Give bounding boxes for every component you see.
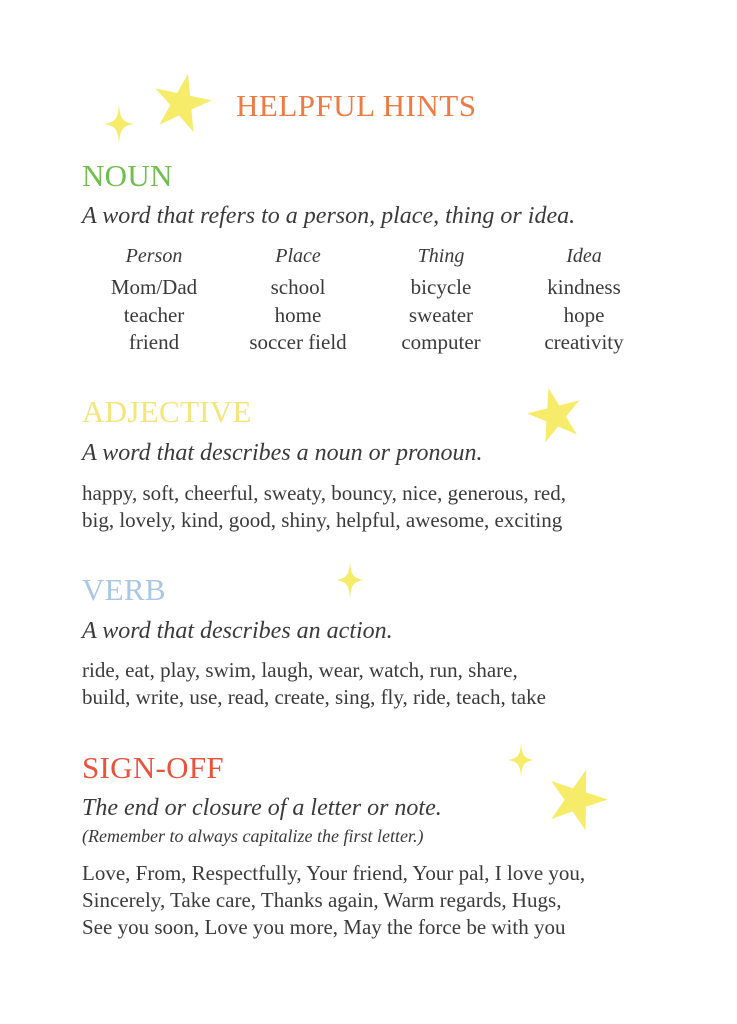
example-line: Sincerely, Take care, Thanks again, Warm regards, Hugs, [82, 888, 562, 912]
page-title: HELPFUL HINTS [236, 88, 477, 123]
column-header: Thing [417, 245, 465, 267]
adjective-heading: ADJECTIVE [82, 394, 252, 429]
example-line: happy, soft, cheerful, sweaty, bouncy, nice, generous, red, [82, 481, 566, 505]
sparkle-icon [508, 742, 534, 778]
verb-definition: A word that describes an action. [82, 618, 393, 644]
example-line: ride, eat, play, swim, laugh, wear, watch, run, share, [82, 658, 518, 682]
sparkle-icon [336, 560, 364, 600]
column-header: Person [125, 245, 183, 267]
sparkle-icon [104, 104, 134, 144]
column-header: Idea [566, 245, 602, 267]
example-line: See you soon, Love you more, May the force be with you [82, 915, 566, 939]
column-item: hope [563, 302, 605, 327]
column-item: Mom/Dad [110, 275, 198, 299]
column-item: school [270, 275, 326, 299]
signoff-note: (Remember to always capitalize the first letter.) [82, 826, 424, 846]
column-item: teacher [123, 302, 185, 327]
adjective-examples [82, 480, 566, 534]
star-icon [524, 386, 586, 442]
noun-heading: NOUN [82, 158, 173, 193]
column-item: creativity [544, 330, 624, 354]
example-line: build, write, use, read, create, sing, fly, ride, teach, take [82, 685, 546, 709]
column-item: soccer field [249, 330, 347, 354]
noun-column-thing [361, 244, 521, 357]
column-item: computer [401, 330, 481, 354]
noun-definition: A word that refers to a person, place, thing or idea. [82, 203, 576, 229]
star-icon [546, 766, 608, 830]
adjective-definition: A word that describes a noun or pronoun. [82, 440, 483, 466]
verb-heading: VERB [82, 572, 166, 607]
noun-column-idea [504, 244, 664, 357]
signoff-examples [82, 860, 585, 941]
noun-column-person [74, 244, 234, 357]
column-item: sweater [408, 302, 474, 327]
column-header: Place [275, 245, 321, 267]
column-item: kindness [547, 275, 621, 299]
signoff-definition: The end or closure of a letter or note. [82, 795, 442, 821]
signoff-heading: SIGN-OFF [82, 750, 224, 785]
column-item: home [274, 302, 322, 327]
verb-examples [82, 657, 546, 711]
column-item: bicycle [410, 275, 472, 299]
example-line: big, lovely, kind, good, shiny, helpful, awesome, exciting [82, 508, 563, 532]
example-line: Love, From, Respectfully, Your friend, Your pal, I love you, [82, 861, 586, 885]
star-icon [152, 72, 212, 132]
noun-column-place [218, 244, 378, 357]
column-item: friend [128, 330, 180, 354]
